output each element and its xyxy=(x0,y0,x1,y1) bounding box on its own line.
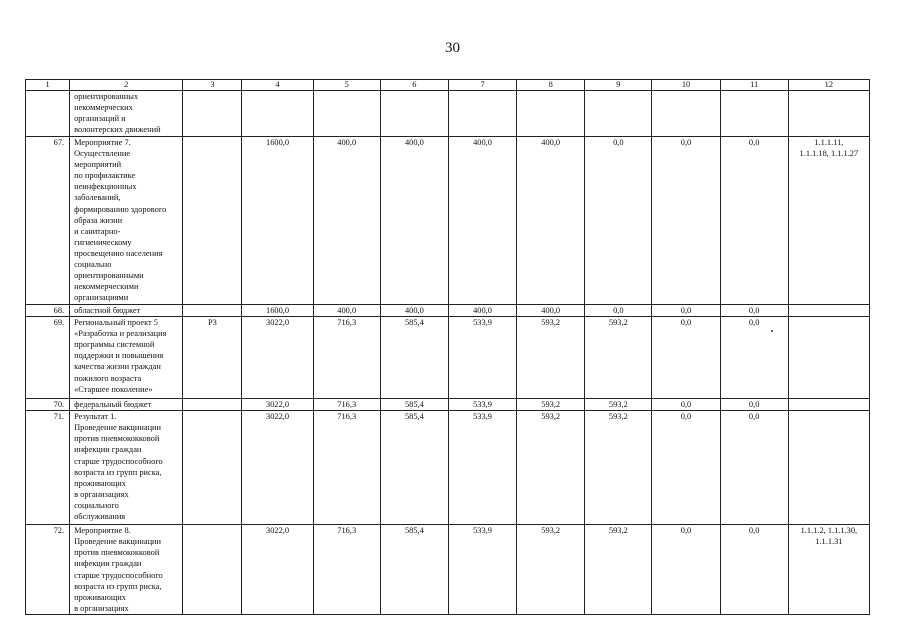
row-number: 71. xyxy=(26,411,70,525)
amount-cell: 593,2 xyxy=(517,525,585,615)
column-number: 2 xyxy=(70,80,183,91)
amount-cell: 400,0 xyxy=(448,137,516,305)
amount-cell: 0,0 xyxy=(720,399,788,411)
column-number: 1 xyxy=(26,80,70,91)
item-name: областной бюджет xyxy=(70,305,183,317)
amount-cell xyxy=(652,91,720,137)
amount-cell: 533,9 xyxy=(448,317,516,399)
item-name: федеральный бюджет xyxy=(70,399,183,411)
amount-cell xyxy=(313,91,380,137)
indicator-refs xyxy=(788,399,869,411)
amount-cell: 400,0 xyxy=(448,305,516,317)
amount-cell: 0,0 xyxy=(652,317,720,399)
indicator-refs xyxy=(788,305,869,317)
item-name: Региональный проект 5 «Разработка и реализация программы системной поддержки и повышения качества жизни граждан пожилого возраста «Старшее поколение» xyxy=(70,317,183,399)
amount-cell xyxy=(380,91,448,137)
amount-cell: 0,0 xyxy=(652,525,720,615)
item-name: Мероприятие 7. Осуществление мероприятий по профилактике неинфекционных заболеваний, формированию здорового образа жизни и санитарно- гигиеническому просвещению населения социально ориентированными некоммерческими организациями xyxy=(70,137,183,305)
project-code: Р3 xyxy=(183,317,242,399)
indicator-refs xyxy=(788,91,869,137)
amount-cell: 585,4 xyxy=(380,525,448,615)
item-name: ориентированных некоммерческих организаций и волонтерских движений xyxy=(70,91,183,137)
amount-cell: 533,9 xyxy=(448,411,516,525)
item-name: Мероприятие 8. Проведение вакцинации против пневмококковой инфекции граждан старше трудоспособного возраста из групп риска, проживающих в организациях xyxy=(70,525,183,615)
amount-cell: 0,0 xyxy=(652,399,720,411)
table-row xyxy=(26,411,870,525)
amount-cell: 0,0 xyxy=(652,411,720,525)
amount-cell xyxy=(720,91,788,137)
amount-cell: 593,2 xyxy=(517,317,585,399)
amount-cell: 400,0 xyxy=(313,137,380,305)
total-amount xyxy=(242,91,313,137)
column-number: 5 xyxy=(313,80,380,91)
project-code xyxy=(183,91,242,137)
indicator-refs xyxy=(788,317,869,399)
amount-cell: 533,9 xyxy=(448,525,516,615)
amount-cell: 400,0 xyxy=(380,137,448,305)
indicator-refs: 1.1.1.11, 1.1.1.18, 1.1.1.27 xyxy=(788,137,869,305)
amount-cell: 593,2 xyxy=(585,317,652,399)
table-row xyxy=(26,525,870,615)
amount-cell: 593,2 xyxy=(517,399,585,411)
indicator-refs xyxy=(788,411,869,525)
project-code xyxy=(183,411,242,525)
page-number: 30 xyxy=(445,40,460,56)
amount-cell: 585,4 xyxy=(380,317,448,399)
column-number: 3 xyxy=(183,80,242,91)
total-amount: 3022,0 xyxy=(242,317,313,399)
project-code xyxy=(183,305,242,317)
table-row xyxy=(26,317,870,399)
amount-cell: 593,2 xyxy=(585,525,652,615)
total-amount: 3022,0 xyxy=(242,411,313,525)
project-code xyxy=(183,525,242,615)
amount-cell: 400,0 xyxy=(380,305,448,317)
amount-cell: 400,0 xyxy=(517,305,585,317)
amount-cell: 716,3 xyxy=(313,399,380,411)
row-number xyxy=(26,91,70,137)
amount-cell: 585,4 xyxy=(380,411,448,525)
column-number: 9 xyxy=(585,80,652,91)
amount-cell xyxy=(517,91,585,137)
amount-cell: 593,2 xyxy=(585,399,652,411)
column-number-row xyxy=(26,80,870,91)
amount-cell: 585,4 xyxy=(380,399,448,411)
row-number: 67. xyxy=(26,137,70,305)
scan-speck xyxy=(771,330,773,332)
column-number: 12 xyxy=(788,80,869,91)
amount-cell: 716,3 xyxy=(313,525,380,615)
total-amount: 1600,0 xyxy=(242,305,313,317)
total-amount: 1600,0 xyxy=(242,137,313,305)
column-number: 4 xyxy=(242,80,313,91)
amount-cell: 0,0 xyxy=(652,137,720,305)
amount-cell: 0,0 xyxy=(720,411,788,525)
amount-cell xyxy=(585,91,652,137)
amount-cell: 400,0 xyxy=(313,305,380,317)
amount-cell xyxy=(448,91,516,137)
table-row xyxy=(26,137,870,305)
table-row xyxy=(26,91,870,137)
project-code xyxy=(183,137,242,305)
row-number: 69. xyxy=(26,317,70,399)
column-number: 7 xyxy=(448,80,516,91)
total-amount: 3022,0 xyxy=(242,399,313,411)
row-number: 68. xyxy=(26,305,70,317)
amount-cell: 533,9 xyxy=(448,399,516,411)
budget-table xyxy=(25,79,870,615)
indicator-refs: 1.1.1.2, 1.1.1.30, 1.1.1.31 xyxy=(788,525,869,615)
amount-cell: 0,0 xyxy=(720,137,788,305)
column-number: 6 xyxy=(380,80,448,91)
row-number: 70. xyxy=(26,399,70,411)
total-amount: 3022,0 xyxy=(242,525,313,615)
amount-cell: 0,0 xyxy=(720,305,788,317)
amount-cell: 400,0 xyxy=(517,137,585,305)
project-code xyxy=(183,399,242,411)
amount-cell: 0,0 xyxy=(652,305,720,317)
amount-cell: 593,2 xyxy=(517,411,585,525)
amount-cell: 716,3 xyxy=(313,317,380,399)
amount-cell: 716,3 xyxy=(313,411,380,525)
column-number: 11 xyxy=(720,80,788,91)
amount-cell: 0,0 xyxy=(720,317,788,399)
amount-cell: 0,0 xyxy=(720,525,788,615)
item-name: Результат 1. Проведение вакцинации против пневмококковой инфекции граждан старше трудоспособного возраста из групп риска, проживающих в организациях социального обслуживания xyxy=(70,411,183,525)
amount-cell: 593,2 xyxy=(585,411,652,525)
amount-cell: 0,0 xyxy=(585,137,652,305)
amount-cell: 0,0 xyxy=(585,305,652,317)
row-number: 72. xyxy=(26,525,70,615)
table-row xyxy=(26,305,870,317)
table-row xyxy=(26,399,870,411)
column-number: 10 xyxy=(652,80,720,91)
column-number: 8 xyxy=(517,80,585,91)
